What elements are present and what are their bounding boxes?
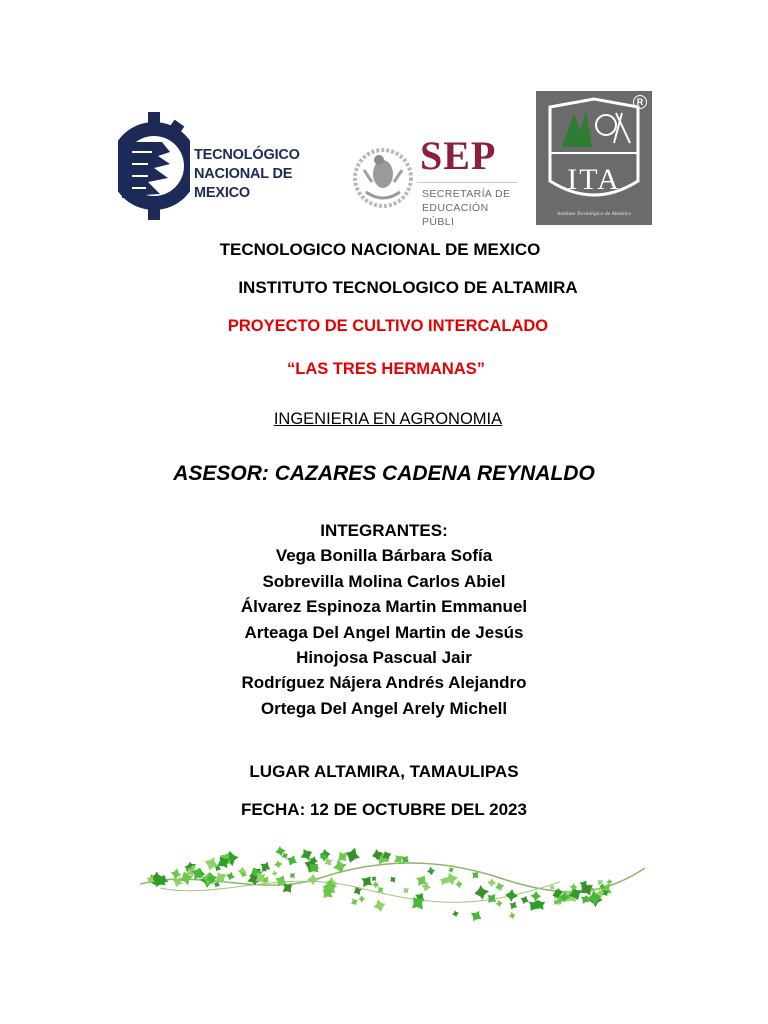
ivy-leaf — [202, 855, 221, 874]
tecnm-line2: NACIONAL DE MEXICO — [194, 166, 293, 201]
institution-title: TECNOLOGICO NACIONAL DE MEXICO — [219, 240, 541, 259]
ivy-leaf — [401, 885, 411, 895]
ivy-leaf — [455, 880, 463, 888]
ivy-leaf — [508, 911, 516, 919]
members-heading: INTEGRANTES: — [320, 521, 448, 540]
ivy-leaf — [468, 908, 485, 923]
sep-divider — [417, 182, 517, 183]
ivy-leaf — [271, 870, 278, 877]
member-name: Rodríguez Nájera Andrés Alejandro — [241, 673, 527, 693]
ivy-leaf — [307, 874, 319, 886]
ivy-leaf — [507, 899, 519, 911]
ivy-leaf — [505, 888, 519, 902]
ivy-leaf — [388, 875, 398, 885]
ita-caption: Instituto Tecnológico de Altamira — [557, 211, 631, 217]
ivy-leaf — [370, 874, 379, 883]
tecnm-wordmark — [194, 146, 343, 203]
sep-line1: SECRETARÍA DE — [422, 188, 511, 200]
date: FECHA: 12 DE OCTUBRE DEL 2023 — [241, 800, 527, 819]
advisor-name: ASESOR: CAZARES CADENA REYNALDO — [173, 462, 595, 485]
career-name: INGENIERIA EN AGRONOMIA — [273, 410, 503, 428]
sep-line2: EDUCACIÓN PÚBLI — [422, 202, 489, 228]
ivy-leaf — [473, 884, 490, 901]
ivy-leaf — [451, 909, 459, 917]
campus-title: INSTITUTO TECNOLOGICO DE ALTAMIRA — [238, 278, 578, 297]
members-block — [0, 518, 768, 721]
ivy-leaf — [495, 899, 504, 908]
sep-acronym: SEP — [420, 133, 497, 178]
member-name: Álvarez Espinoza Martin Emmanuel — [240, 597, 528, 617]
ivy-leaf — [530, 890, 541, 901]
ivy-leaf — [494, 881, 506, 893]
registered-mark-icon: R — [633, 95, 647, 109]
member-name: Ortega Del Angel Arely Michell — [260, 698, 508, 718]
ivy-leaf — [519, 894, 531, 906]
place: LUGAR ALTAMIRA, TAMAULIPAS — [249, 762, 519, 781]
ivy-leaf — [358, 895, 365, 902]
ivy-vine-icon — [140, 838, 645, 923]
member-name: Hinojosa Pascual Jair — [296, 648, 472, 668]
ita-acronym: ITA — [567, 163, 621, 196]
ita-logo — [536, 91, 652, 225]
sep-subtitle — [422, 187, 520, 229]
tecnm-logo — [118, 112, 343, 222]
member-name: Sobrevilla Molina Carlos Abiel — [262, 571, 506, 591]
mexico-coat-of-arms-icon — [352, 134, 414, 222]
ivy-leaf — [225, 871, 236, 882]
ivy-leaf — [372, 881, 380, 889]
ivy-leaf — [288, 871, 297, 880]
project-name: “LAS TRES HERMANAS” — [286, 360, 485, 378]
ivy-leaf — [349, 896, 360, 907]
ita-shield-icon — [536, 91, 652, 225]
member-name: Vega Bonilla Bárbara Sofía — [275, 546, 493, 566]
ivy-leaf — [274, 860, 283, 869]
tecnm-line1: TECNOLÓGICO — [194, 147, 300, 163]
ivy-leaf — [372, 898, 388, 914]
ivy-leaf — [426, 866, 436, 876]
ivy-leaf — [487, 878, 496, 887]
gear-eagle-icon — [118, 112, 190, 222]
member-name: Arteaga Del Angel Martin de Jesús — [244, 622, 524, 642]
ivy-leaf — [170, 867, 183, 880]
project-title: PROYECTO DE CULTIVO INTERCALADO — [227, 317, 549, 335]
sep-logo — [352, 132, 520, 228]
